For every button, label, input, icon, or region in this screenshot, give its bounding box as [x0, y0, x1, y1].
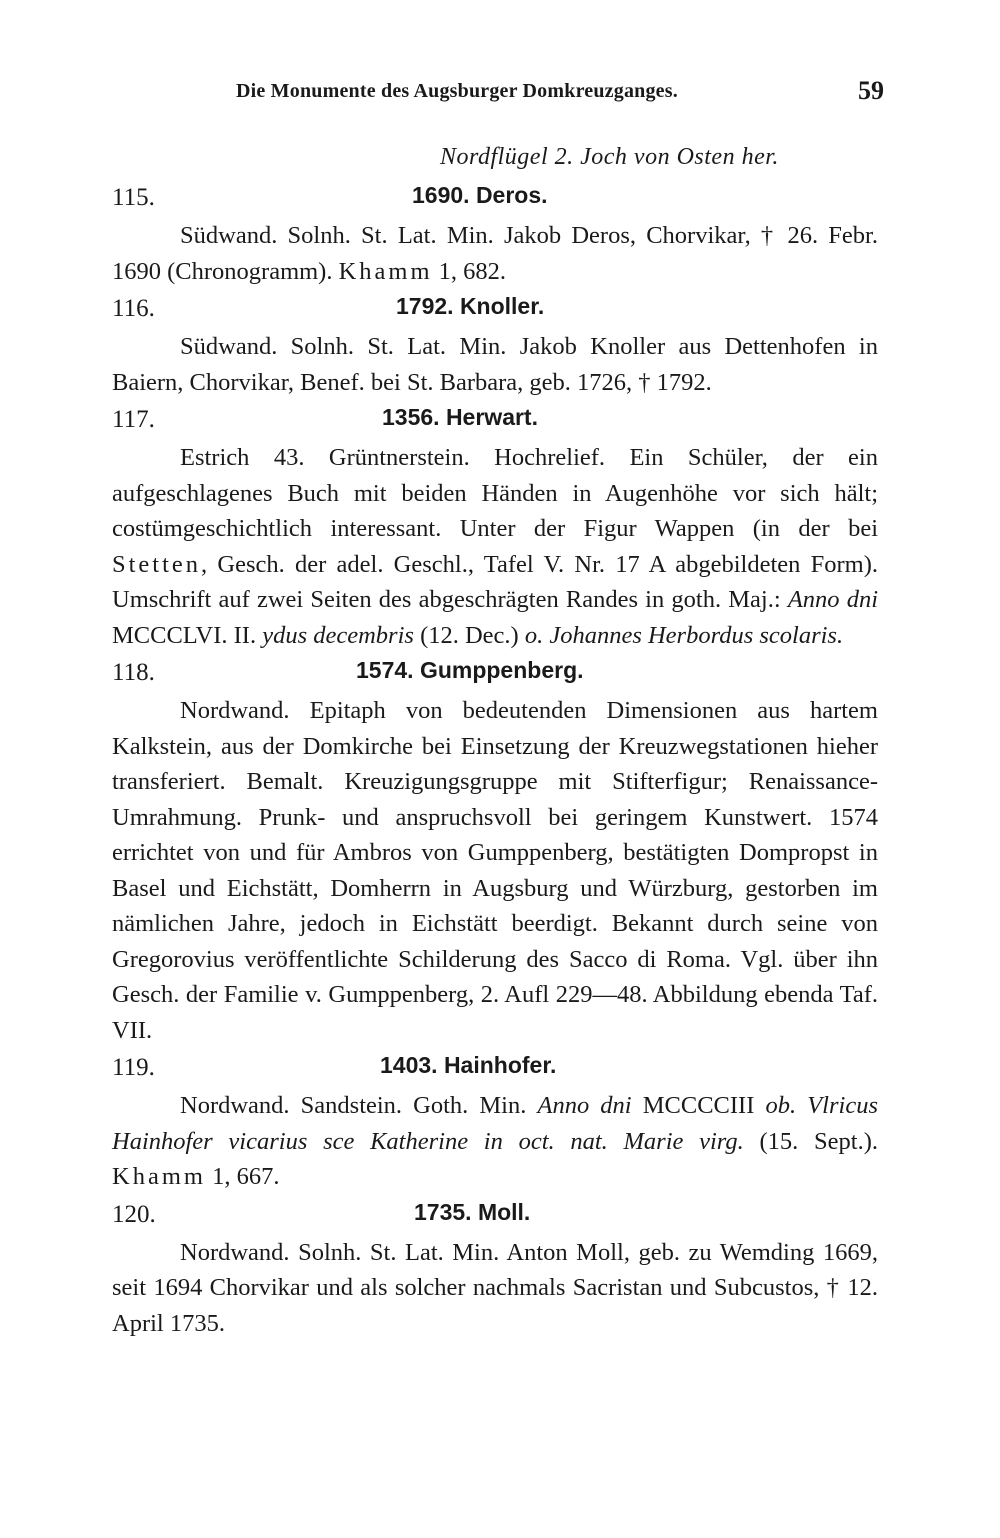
- entry-115: [112, 180, 878, 289]
- entry-number: 117.: [112, 406, 155, 433]
- entry-text: Nordwand. Epitaph von bedeutenden Dimensionen aus hartem Kalkstein, aus der Domkirche bei Einsetzung der Kreuzwegstationen hieher transferiert. Bemalt. Kreuzigungsgruppe mit Stifterfigur; Renaissance-Umrahmung. Prunk- und anspruchsvoll bei geringem Kunstwert. 1574 errichtet von und für Ambros von Gumppenberg, bestätigten Dompropst in Basel und Eichstätt, Domherrn in Augsburg und Würzburg, gestorben im nämlichen Jahre, jedoch in Eichstätt beerdigt. Bekannt durch seine von Gregorovius veröffentlichte Schilderung des Sacco di Roma. Vgl. über ihn Gesch. der Familie v. Gumppenberg, 2. Aufl 229—48. Abbildung ebenda Taf. VII.: [112, 697, 878, 1044]
- entry-head: [112, 1050, 878, 1088]
- section-heading: Nordflügel 2. Joch von Osten her.: [440, 144, 779, 170]
- entry-head: [112, 180, 878, 218]
- entry-title: 1690. Deros.: [412, 182, 548, 208]
- entry-text: Südwand. Solnh. St. Lat. Min. Jakob Deros, Chorvikar, † 26. Febr. 1690 (Chronogramm). Khamm 1, 682.: [112, 222, 878, 285]
- running-head: [236, 76, 884, 110]
- entry-head: [112, 291, 878, 329]
- entry-119: [112, 1050, 878, 1195]
- entry-number: 120.: [112, 1200, 156, 1228]
- entry-text: Nordwand. Solnh. St. Lat. Min. Anton Moll, geb. zu Wemding 1669, seit 1694 Chorvikar und als solcher nachmals Sacristan und Subcustos, † 12. April 1735.: [112, 1238, 878, 1337]
- entry-text: Estrich 43. Grüntnerstein. Hochrelief. Ein Schüler, der ein aufgeschlagenes Buch mit beiden Händen in Augenhöhe vor sich hält; costümgeschichtlich interessant. Unter der Figur Wappen (in der bei Stetten, Gesch. der adel. Geschl., Tafel V. Nr. 17 A abgebildeten Form). Umschrift auf zwei Seiten des abgeschrägten Randes in goth. Maj.: Anno dni MCCCLVI. II. ydus decembris (12. Dec.) o. Johannes Herbordus scolaris.: [112, 444, 878, 649]
- entry-title: 1735. Moll.: [414, 1198, 531, 1225]
- author-citation: Stetten: [112, 550, 202, 578]
- entry-title: 1356. Herwart.: [382, 404, 538, 430]
- entry-number: 116.: [112, 295, 155, 322]
- entry-list: [112, 180, 878, 1343]
- entry-head: [112, 402, 878, 440]
- entry-117: [112, 402, 878, 653]
- entry-title: 1574. Gumppenberg.: [356, 657, 584, 683]
- entry-number: 115.: [112, 184, 155, 211]
- entry-head: [112, 655, 878, 693]
- page-number: 59: [858, 76, 884, 105]
- entry-number: 119.: [112, 1054, 155, 1081]
- entry-118: [112, 655, 878, 1048]
- entry-title: 1403. Hainhofer.: [380, 1052, 557, 1078]
- entry-number: 118.: [112, 659, 155, 686]
- entry-text: Nordwand. Sandstein. Goth. Min. Anno dni MCCCCIII ob. Vlricus Hainhofer vicarius sce Katherine in oct. nat. Marie virg. (15. Sept.). Khamm 1, 667.: [112, 1092, 878, 1190]
- entry-title: 1792. Knoller.: [396, 293, 545, 319]
- author-citation: Khamm: [112, 1163, 206, 1190]
- entry-head: [112, 1197, 878, 1235]
- running-title: Die Monumente des Augsburger Domkreuzganges.: [236, 80, 678, 102]
- author-citation: Khamm: [338, 257, 433, 285]
- entry-116: [112, 291, 878, 400]
- entry-text: Südwand. Solnh. St. Lat. Min. Jakob Knoller aus Dettenhofen in Baiern, Chorvikar, Benef. bei St. Barbara, geb. 1726, † 1792.: [112, 333, 878, 396]
- entry-120: [112, 1197, 878, 1342]
